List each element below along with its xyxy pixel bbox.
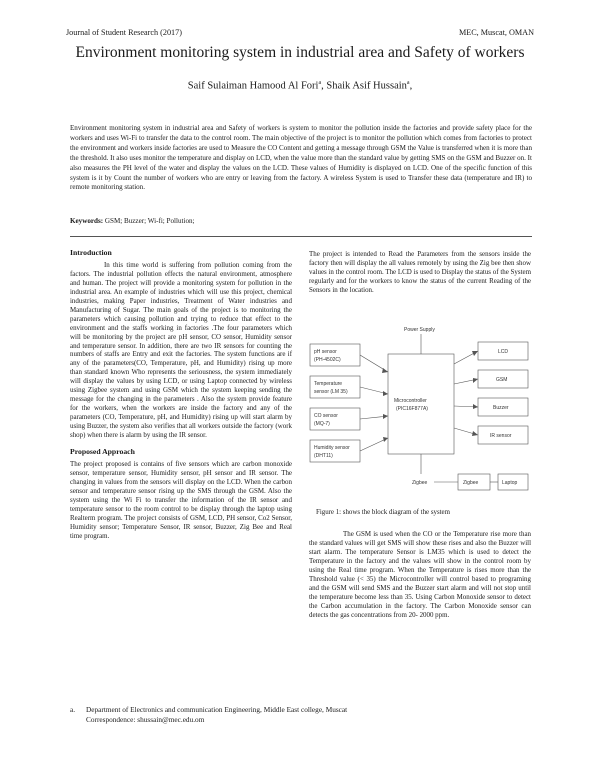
journal-name: Journal of Student Research (2017): [66, 28, 182, 37]
humidity-sensor-model: (DHT11): [314, 453, 333, 459]
power-supply-label: Power Supply: [404, 327, 435, 333]
right-column-top: [309, 250, 531, 295]
intro-paragraph: In this time world is suffering from pollution coming from the factors. The industrial pollution effects the natural environment, atmosphere and human. The project will provide a monitoring system for pollution in the industrial area. An example of industries which will use this project, chemical industries, making Paper industries, Treatment of Water industries and Manufacturing of Sugar. The main goals of the project is to monitoring the parameters which causing pollution and trying to reduce that effect to the environment and the staffs working in factories .The four parameters which will be monitoring by the project are pH sensor, CO sensor, Humidity sensor and temperature sensor. In addition, there are two IR sensors for counting the numbers of staffs are Entry and exit the factories. The system functions are if any of the parameters(CO, Temperature, pH, and Humidity) rising up more than standard known Who represents the seriousness, the system immediately will display the values by using LCD, or using Laptop connected by wireless using Zigbee system and using GSM which the system keeping sending the message for the changing in the parameters . Also the system provide feature for the workers, when the workers are inside the factory and any of the parameters (CO, Temperature, pH, and Humidity) rising up will start alarm by using Buzzer, the system also verifies that all workers outside the factory (work shop) when there is alarm by using the IR sensor.: [70, 260, 292, 440]
author-end: ,: [409, 80, 413, 92]
footnote-marker: a.: [70, 705, 76, 714]
proposed-heading: Proposed Approach: [70, 447, 135, 457]
keywords-label: Keywords:: [70, 217, 104, 225]
intro-heading: Introduction: [70, 248, 112, 257]
microcontroller-model: (PIC16F877A): [396, 406, 428, 412]
temp-sensor-model: sensor (LM 35): [314, 389, 348, 395]
journal-location: MEC, Muscat, OMAN: [458, 28, 534, 37]
co-sensor-label: CO sensor: [314, 413, 338, 419]
co-sensor-model: (MQ-7): [314, 421, 330, 427]
left-column: [70, 249, 292, 541]
author-separator: ,: [321, 80, 327, 92]
footnote: [70, 705, 347, 725]
block-diagram: [308, 324, 532, 506]
microcontroller-label: Microcontroller: [394, 398, 427, 404]
ph-sensor-model: (PH-4502C): [314, 357, 341, 363]
proposed-paragraph: The project proposed is contains of five sensors which are carbon monoxide sensor, temperature sensor, Humidity sensor, pH sensor and IR sensor. The changing in values from the sensors will display on the LCD. When the carbon sensor and temperature sensor rising up the SMS through the GSM. Also the system using the Wi Fi to transfer the information of the IR sensor and temperature sensor to the room control to be display through the laptop using Realterm program. The project consists of GSM, LCD, PH sensor, Co2 Sensor, Humidity sensor; Temperature Sensor, IR sensor, Buzzer, Zig Bee and Real time program.: [70, 459, 292, 540]
lcd-label: LCD: [498, 349, 509, 355]
author-2-affil: a: [406, 80, 410, 86]
footnote-affiliation: Department of Electronics and communication Engineering, Middle East college, Muscat: [86, 705, 348, 714]
keywords-text: GSM; Buzzer; Wi-fi; Pollution;: [104, 217, 195, 225]
buzzer-label: Buzzer: [493, 405, 509, 411]
author-1: Saif Sulaiman Hamood Al Fori: [187, 80, 319, 92]
paper-title: Environment monitoring system in industrial area and Safety of workers: [75, 44, 525, 61]
laptop-label: Laptop: [502, 480, 518, 486]
ir-sensor-label: IR sensor: [490, 433, 512, 439]
abstract: Environment monitoring system in industrial area and Safety of workers is system to monitor the pollution inside the factories and provide safety place for the workers and uses Wi-Fi to transfer the data to the control room. The main objective of the project is to monitor the pollution which comes from factories to protect the environment and workers inside factories are used to Measure the CO Content and getting a message through GSM the Value is transferred when it is more than the threshold. It also uses monitor the temperature and display on LCD, when the value more than the standard value by getting SMS on the GSM and Buzzer on. It also measures the PH level of the water and display the values on the LCD. These values of Humidity is displayed on LCD. One of the specific function of this system is it by Count the number of workers who are entry or leaving from the factory. A wireless System is used to Transfer these data (temperature and IR) to remote monitoring station.: [70, 124, 532, 192]
zigbee-label-1: Zigbee: [412, 480, 428, 486]
author-2: Shaik Asif Hussain: [326, 80, 407, 92]
gsm-label: GSM: [496, 377, 508, 383]
section-divider: [70, 236, 532, 237]
right-paragraph-2: The GSM is used when the CO or the Temperature rise more than the standard values will get SMS will show these rises and also the Buzzer will start alarm. The temperature Sensor is LM35 which is used to detect the Temperature in the factory and the values will show in the control room by using the Real time program. When the Temperature is rises more than the Threshold value (< 35) the Microcontroller will control based to programing and the GSM will send SMS and the Buzzer start alarm and will not stop until the temperature become less than 35. Using Carbon Monoxide sensor to detect the Carbon accumulation in the factory. The Carbon Monoxide sensor can detects the gas concentrations from 20- 2000 ppm.: [309, 530, 531, 619]
zigbee-label-2: Zigbee: [463, 480, 479, 486]
footnote-correspondence: Correspondence: shussain@mec.edu.om: [86, 715, 205, 724]
right-paragraph-1: The project is intended to Read the Parameters from the sensors inside the factory then will display the all values remotely by using the Zig bee then show values in the control room. The LCD is used to Display the status of the System regularly and for the workers to know the status of the current Reading of the Sensors in the location.: [309, 250, 531, 294]
humidity-sensor-label: Humidity sensor: [314, 445, 350, 451]
temp-sensor-label: Temperature: [314, 381, 343, 387]
microcontroller-box: [388, 354, 454, 454]
keywords: [70, 217, 195, 225]
figure-caption: Figure 1: shows the block diagram of the system: [316, 509, 450, 516]
author-1-affil: a: [318, 80, 322, 86]
author-line: [0, 80, 600, 92]
right-column-bottom: [309, 530, 531, 620]
ph-sensor-label: pH sensor: [314, 349, 337, 355]
